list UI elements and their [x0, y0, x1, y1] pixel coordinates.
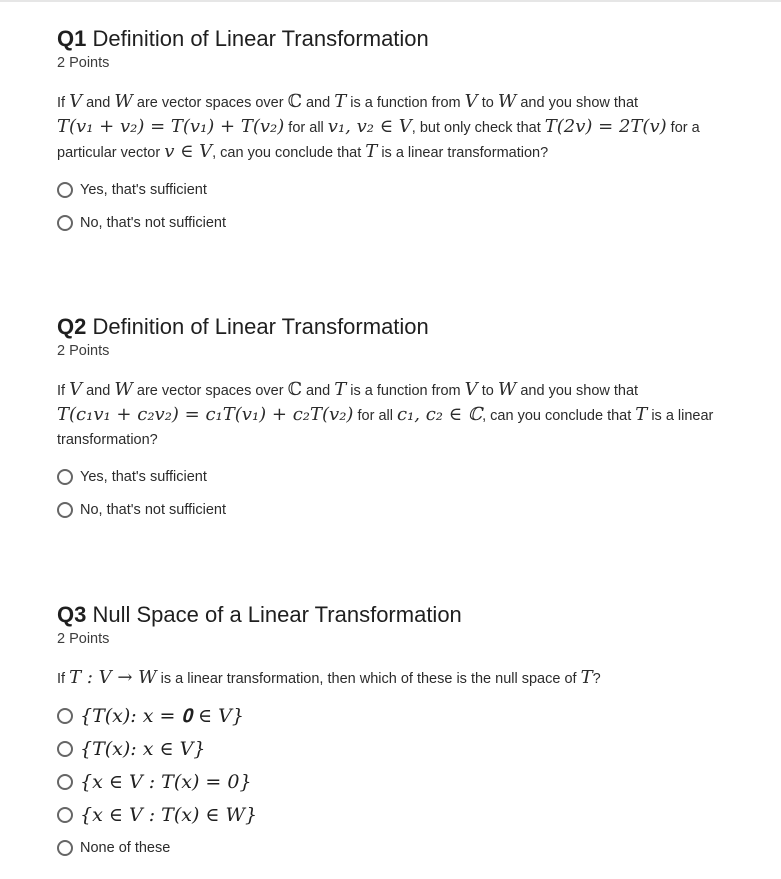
radio-button[interactable] [57, 469, 73, 485]
option-no[interactable] [57, 493, 757, 526]
option-label: Yes, that's sufficient [80, 181, 207, 198]
radio-button[interactable] [57, 708, 73, 724]
option-label: {x ∈ V : T(x) = 0} [80, 770, 252, 793]
option-yes[interactable] [57, 173, 757, 206]
option-label: {T(x): x ∈ V} [80, 737, 206, 760]
option-label: No, that's not sufficient [80, 501, 226, 518]
question-prompt: If T : V → W is a linear transformation, then which of these is the null space of T? [57, 667, 601, 688]
option-label: Yes, that's sufficient [80, 468, 207, 485]
radio-button[interactable] [57, 774, 73, 790]
question-3 [57, 602, 757, 864]
question-heading: Null Space of a Linear Transformation [92, 602, 462, 627]
option-d[interactable] [57, 798, 757, 831]
question-prompt: If V and W are vector spaces over ℂ and T is a function from V to W and you show that T(v₁ + v₂) = T(v₁) + T(v₂) for all v₁, v₂ ∈ V, but only check that T(2v) = 2T(v) for a particular vector v ∈ V, can you conclude that T is a linear transformation? [57, 91, 700, 162]
option-no[interactable] [57, 206, 757, 239]
question-points: 2 Points [57, 55, 110, 71]
option-b[interactable] [57, 732, 757, 765]
question-2 [57, 314, 757, 526]
answer-options [57, 460, 757, 526]
question-title [57, 26, 757, 52]
radio-button[interactable] [57, 840, 73, 856]
option-label: {T(x): x = 𝟎 ∈ V} [80, 704, 244, 727]
option-yes[interactable] [57, 460, 757, 493]
radio-button[interactable] [57, 215, 73, 231]
answer-options [57, 699, 757, 864]
top-divider [0, 0, 781, 2]
question-title [57, 314, 757, 340]
question-1 [57, 26, 757, 239]
option-label: No, that's not sufficient [80, 214, 226, 231]
question-number: Q1 [57, 26, 87, 51]
question-number: Q3 [57, 602, 87, 627]
option-c[interactable] [57, 765, 757, 798]
option-a[interactable] [57, 699, 757, 732]
question-points: 2 Points [57, 343, 110, 359]
answer-options [57, 173, 757, 239]
radio-button[interactable] [57, 502, 73, 518]
question-prompt: If V and W are vector spaces over ℂ and T is a function from V to W and you show that T(c₁v₁ + c₂v₂) = c₁T(v₁) + c₂T(v₂) for all c₁, c₂ ∈ ℂ, can you conclude that T is a linear transformation? [57, 379, 714, 448]
option-none[interactable] [57, 831, 757, 864]
radio-button[interactable] [57, 807, 73, 823]
question-number: Q2 [57, 314, 87, 339]
question-heading: Definition of Linear Transformation [92, 26, 429, 51]
option-label: {x ∈ V : T(x) ∈ W} [80, 803, 258, 826]
radio-button[interactable] [57, 182, 73, 198]
question-points: 2 Points [57, 631, 110, 647]
question-title [57, 602, 757, 628]
question-heading: Definition of Linear Transformation [92, 314, 429, 339]
radio-button[interactable] [57, 741, 73, 757]
option-label: None of these [80, 839, 171, 856]
